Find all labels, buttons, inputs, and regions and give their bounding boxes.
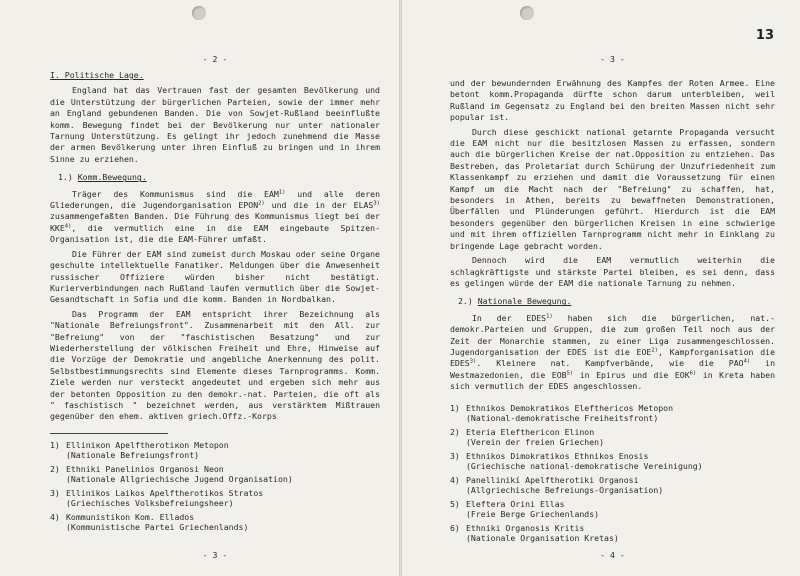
footnote: 2) Eteria Elefthericon Elinon (Verein der freien Griechen) <box>450 426 605 447</box>
footnote-divider <box>50 433 168 434</box>
footnote: 4) Panellinikí Apelftherotiki Organosi (Allgriechische Befreiungs-Organisation) <box>450 474 664 495</box>
paragraph: England hat das Vertrauen fast der gesamten Bevölkerung und die Unterstützung der bürgerlichen Parteien, sowie der immer mehr an England gebundenen Banden. Die von Sowjet-Rußland beeinflußte komm. Bewegung findet bei der Bevölkerung nur unter nationaler Tarnung Unterstützung. Es gelingt ihr jedoch zunehmend die Masse der armen Bevölkerung unter ihren Einfluß zu bringen und in ihrem Sinne zu erziehen. <box>50 85 380 164</box>
paragraph: Dennoch wird die EAM vermutlich weiterhin die schlagkräftigste und stärkste Partei bleiben, es sei denn, dass es gelingen würde der EAM die nationale Tarnung zu nehmen. <box>450 255 775 288</box>
page-number-top: - 3 - <box>600 54 625 64</box>
page-number-top: - 2 - <box>202 54 228 64</box>
footnote: 2) Ethniki Panelinios Organosi Neon (Nationale Allgriechische Jugend Organisation) <box>50 463 293 484</box>
footnote-ref: 5) <box>566 370 574 377</box>
archive-page-number: 13 <box>755 28 774 43</box>
footnote: 1) Elliniкon Apelftherotiкon Metopon (Nationale Befreiungsfront) <box>50 439 229 460</box>
footnote: 3) Ellinikos Laikos Apelftherotikos Stratos (Griechisches Volksbefreiungsheer) <box>50 487 264 508</box>
page-number-bottom: - 3 - <box>202 550 228 560</box>
footnote: 5) Eleftera Orini Ellas (Freie Berge Griechenlands) <box>450 498 600 519</box>
footnotes <box>50 440 380 532</box>
footnote: 1) Ethnikos Demokratikos Elefthericos Metopon (National-demokratische Freiheitsfront) <box>450 402 674 423</box>
subsection-number: 2.) <box>458 296 473 307</box>
footnote: 4) Kommunistikon Kom. Ellados (Kommunistische Partei Griechenlands) <box>50 511 249 532</box>
footnote-ref: 4) <box>64 223 72 230</box>
footnotes <box>450 403 775 543</box>
paragraph: Die Führer der EAM sind zumeist durch Moskau oder seine Organe geschulte intellektuelle Fanatiker. Meldungen über die Anwesenheit russischer Offiziere würden bisher nicht bestätigt. Kurierverbindungen nach Rußland laufen vermutlich über die Sowjet-Gesandtschaft in Sofia und die komm. Banden in Nordbalkan. <box>50 248 380 305</box>
subsection-heading <box>458 296 775 307</box>
section-heading: I. Politische Lage. <box>50 70 144 80</box>
footnote-ref: 4) <box>743 358 751 365</box>
footnote: 3) Ethnikos Dimokratikos Ethnikos Enosis (Griechische national-demokratische Vereinigung) <box>450 450 703 471</box>
subsection-number: 1.) <box>58 172 73 183</box>
left-page-body <box>50 70 380 536</box>
footnote-ref: 2) <box>258 200 265 207</box>
subsection-title: Komm.Bewegung. <box>77 172 147 183</box>
footnote-ref: 1) <box>278 188 286 195</box>
right-page-body <box>450 78 775 547</box>
paragraph: und der bewundernden Erwähnung des Kampfes der Roten Armee. Eine betont komm.Propaganda dürfte schon darum unterbleiben, weil Rußland im Gegensatz zu England bei den breiten Massen nicht sehr popular ist. <box>450 78 775 123</box>
page-number-bottom: - 4 - <box>600 550 625 560</box>
footnote-ref: 3) <box>469 358 477 365</box>
right-page <box>450 0 775 576</box>
paragraph: Durch diese geschickt national getarnte Propaganda versucht die EAM nicht nur die besitzlosen Massen zu erfassen, sondern auch die bürgerlichen Kreise der nat.Opposition zu entziehen. Das Bestreben, das Proletariat durch Schürung der Unzufriedenheit zum Klassenkampf zu erziehen und damit die Voraussetzung für einen Kampf um die Macht nach der "Befreiung" zu schaffen, hat, besonders in Athen, bereits zu bewaffneten Demonstrationen, Überfällen und Plünderungen geführt. Hierdurch ist die EAM besonders gegenüber den bürgerlichen Kreisen in eine schwierige und mit ihrem offiziellen Tarnprogramm nicht mehr in Einklang zu bringende Lage gebracht worden. <box>450 126 775 251</box>
paragraph: In der EDES$^{1)}$ haben sich die bürgerlichen, nat.-demokr.Parteien und Gruppen, die zum großen Teil noch aus der Zeit der Monarchie stammen, zu einer Liga zusammengeschlossen. Jugendorganisation der EDES ist die EOE$^{2)}$, Kampforganisation die EDES$^{3)}$. Kleinere nat. Kampfverbände, wie die PAO$^{4)}$ in Westmazedonien, die EOB$^{5)}$ in Epirus und die EOK$^{6)}$ in Kreta haben sich vermutlich der EDES angeschlossen. <box>450 312 776 392</box>
subsection-title: Nationale Bewegung. <box>477 296 572 307</box>
footnote-ref: 1) <box>546 312 553 319</box>
paragraph: Träger des Kommunismus sind die EAM$^{1)}$ und alle deren Gliederungen, die Jugendorganisation EPON$^{2)}$ und die in der ELAS$^{3)}$ zusammengefaßten Banden. Die Führung des Kommunismus liegt bei der KKE$^{4)}$, die vermutlich eine in die EAM eingebaute Spitzen-Organisation ist, die die EAM-Führer umfaßt. <box>50 188 380 245</box>
footnote-ref: 2) <box>651 347 658 354</box>
subsection-heading <box>58 172 380 183</box>
page-fold <box>399 0 402 576</box>
footnote-ref: 3) <box>373 200 380 207</box>
paragraph: Das Programm der EAM entspricht ihrer Bezeichnung als "Nationale Befreiungsfront". Zusammenarbeit mit den All. zur "Befreiung" von der "faschistischen Besatzung" und zur Wiederherstellung der völkischen Freiheit und Ehre, Hinweise auf die Vorzüge der Demokratie und angebliche Anerkennung des polit. Selbstbestimmungsrechts sind Elemente dieses Tarnprogramms. Komm. Ziele werden nur versteckt angedeutet und ergeben sich mehr aus der betonten Opposition zu den demokr.-nat. Parteien, die oft als " faschistisch " bezeichnet werden, aus verstärktem Mißtrauen gegenüber den ehem. aktiven griech.Offz.-Korps <box>50 308 380 422</box>
footnote-ref: 6) <box>689 370 697 377</box>
left-page <box>50 0 380 576</box>
footnote: 6) Ethniki Organosis Kritis (Nationale Organisation Kretas) <box>450 522 619 543</box>
